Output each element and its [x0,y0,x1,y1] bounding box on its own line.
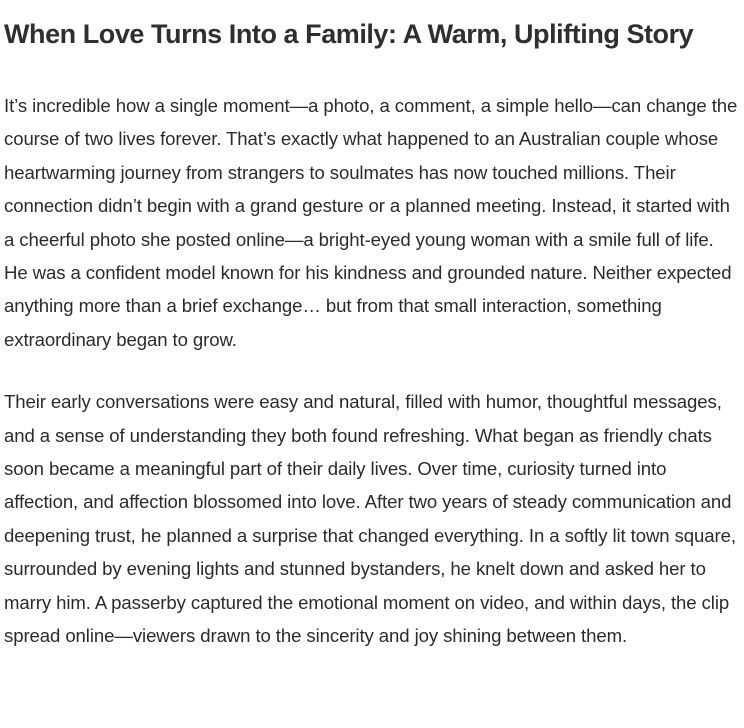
article-paragraph-2: Their early conversations were easy and natural, filled with humor, thoughtful messages, and a sense of understanding they both found refreshing. What began as friendly chats soon became a meaningful part of their daily lives. Over time, curiosity turned into affection, and affection blossomed into love. After two years of steady communication and deepening trust, he planned a surprise that changed everything. In a softly lit town square, surrounded by evening lights and stunned bystanders, he knelt down and asked her to marry him. A passerby captured the emotional moment on video, and within days, the clip spread online—viewers drawn to the sincerity and joy shining between them. [4,391,736,647]
article [4,0,740,653]
article-title: When Love Turns Into a Family: A Warm, Uplifting Story [4,19,694,49]
article-paragraph-1: It’s incredible how a single moment—a photo, a comment, a simple hello—can change the course of two lives forever. That’s exactly what happened to an Australian couple whose heartwarming journey from strangers to soulmates has now touched millions. Their connection didn’t begin with a grand gesture or a planned meeting. Instead, it started with a cheerful photo she posted online—a bright-eyed young woman with a smile full of life. He was a confident model known for his kindness and grounded nature. Neither expected anything more than a brief exchange… but from that small interaction, something extraordinary began to grow. [4,95,738,350]
